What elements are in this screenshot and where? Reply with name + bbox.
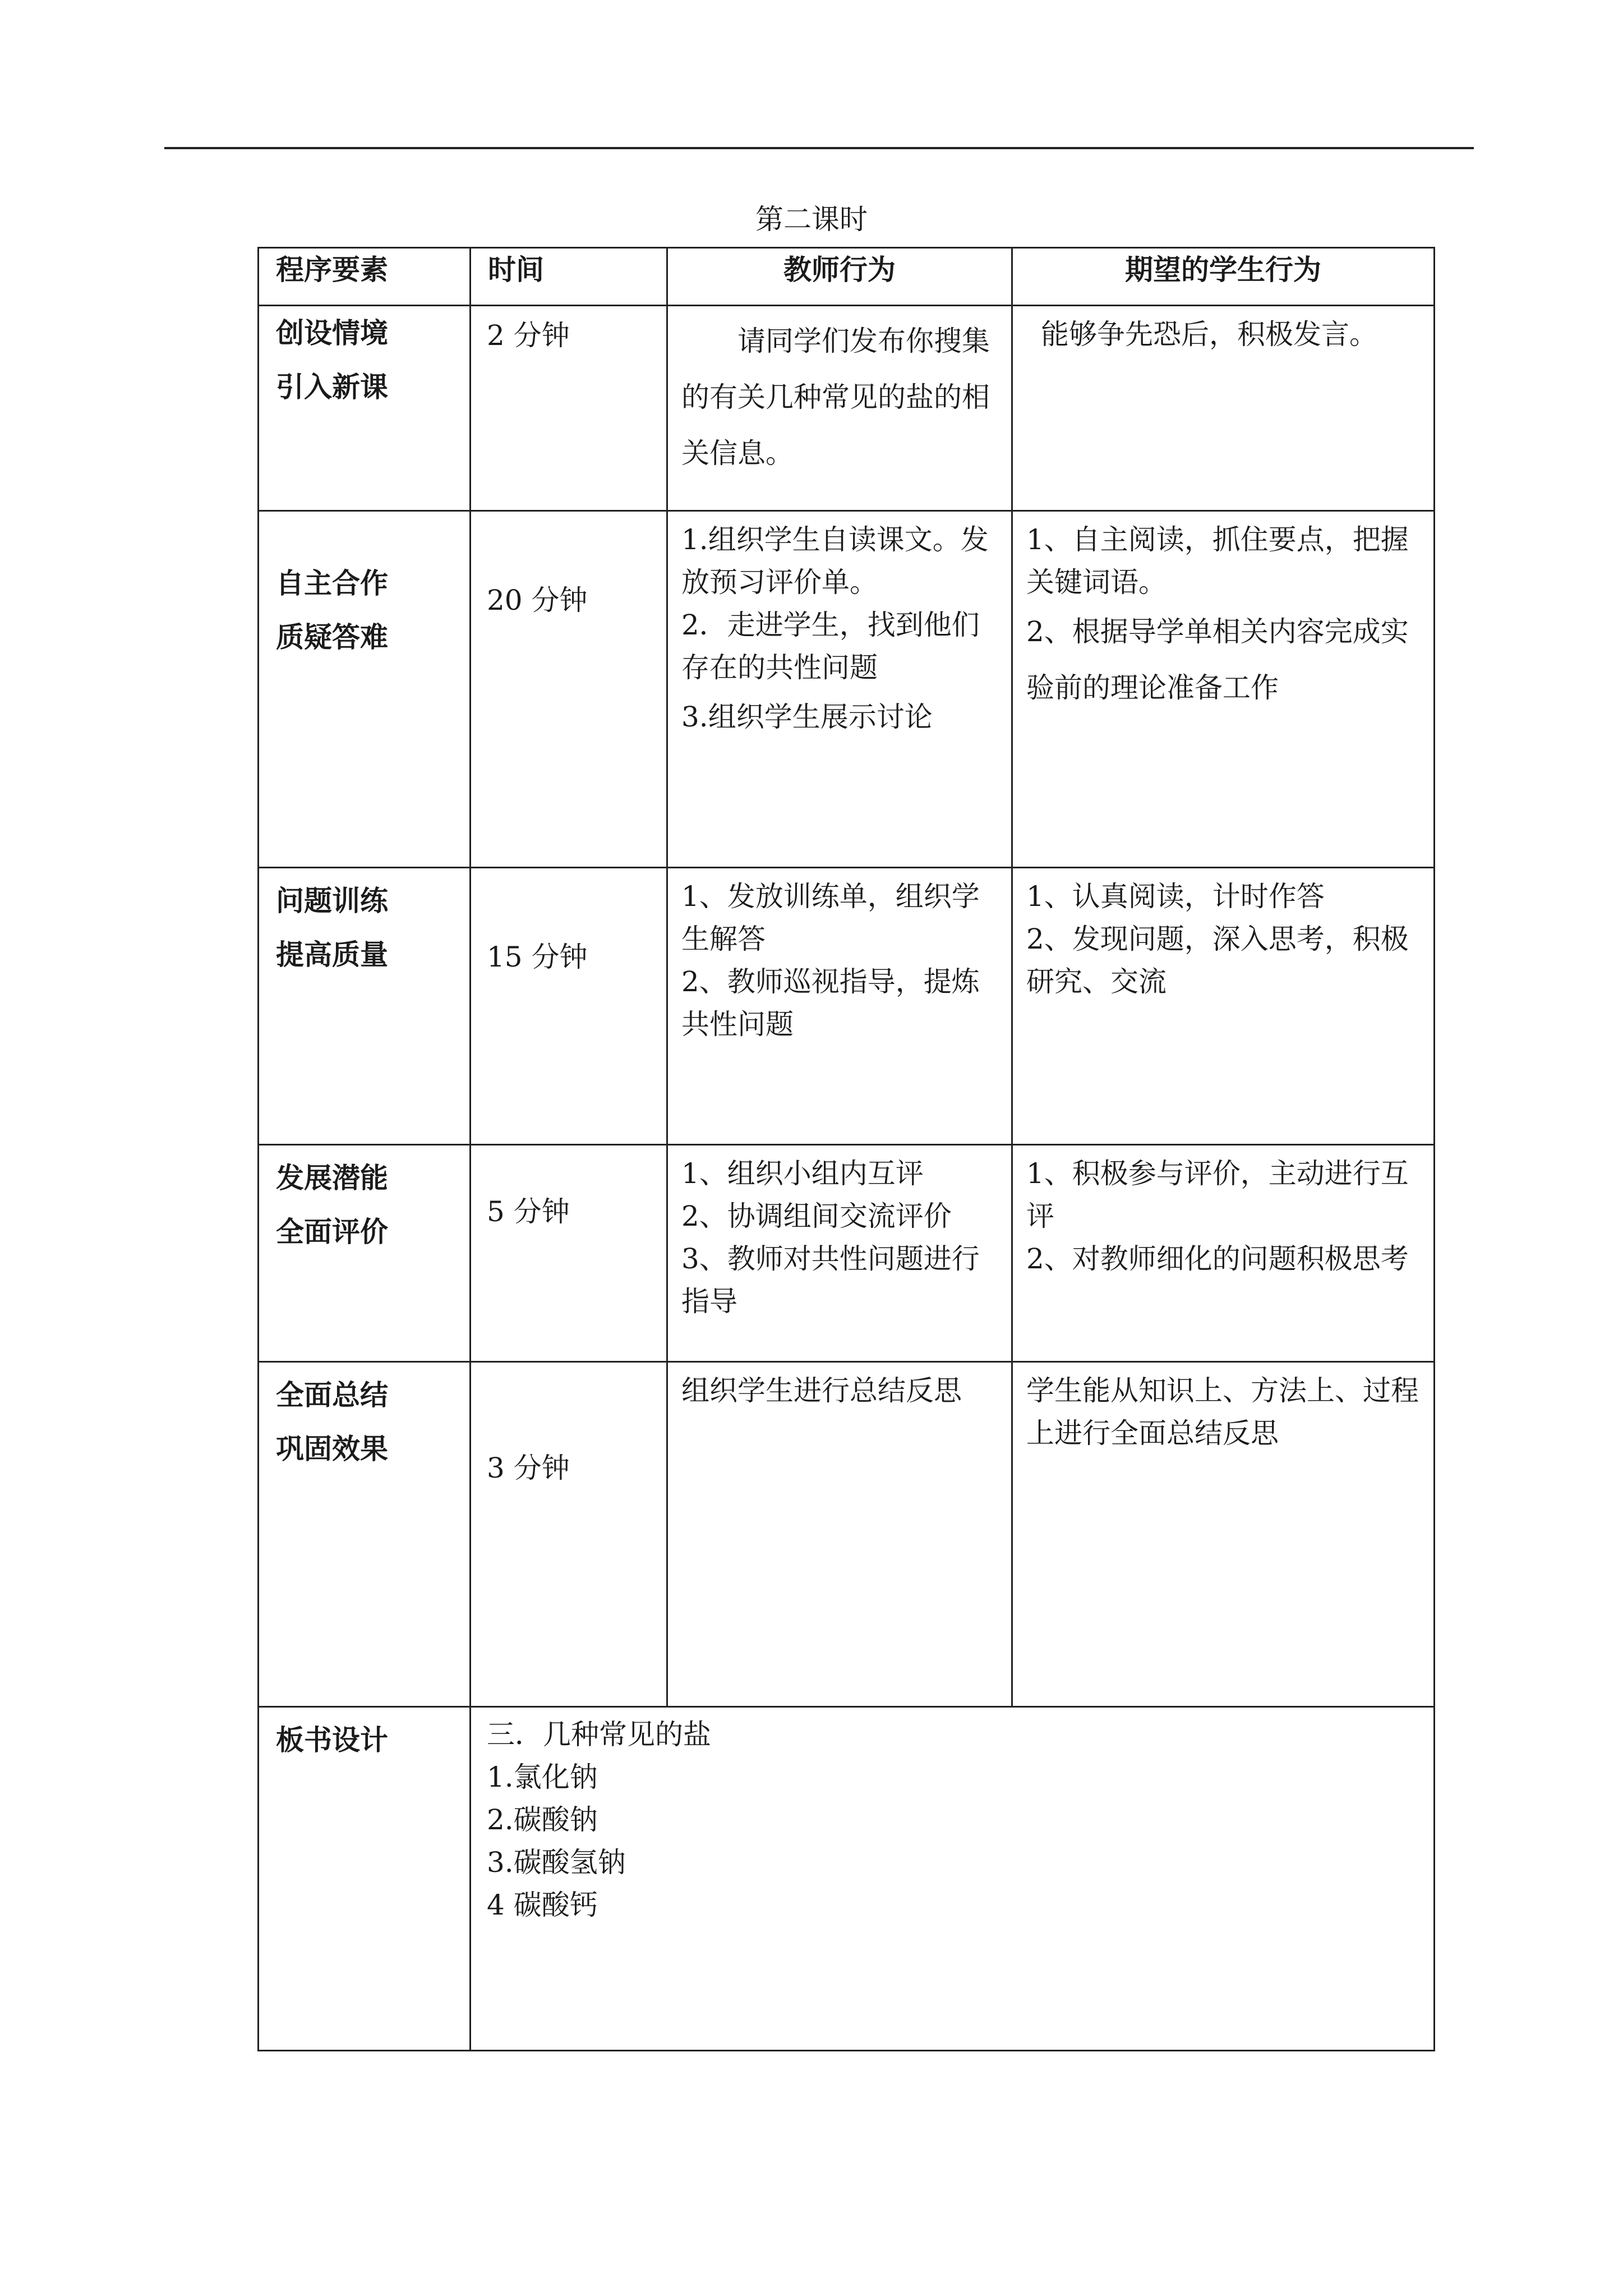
stage-cell bbox=[259, 1362, 471, 1707]
student-item: 2、发现问题，深入思考，积极研究、交流 bbox=[1026, 923, 1409, 998]
stage-cell bbox=[259, 868, 471, 1145]
lesson-plan-table bbox=[257, 247, 1435, 2051]
student-cell bbox=[1012, 306, 1435, 511]
stage-line: 引入新课 bbox=[276, 371, 388, 403]
header-student: 期望的学生行为 bbox=[1012, 248, 1435, 306]
lesson-subtitle: 第二课时 bbox=[755, 203, 868, 236]
board-line: 1.氯化钠 bbox=[487, 1761, 598, 1793]
stage-line: 问题训练 bbox=[276, 885, 388, 917]
teacher-cell bbox=[667, 511, 1012, 868]
stage-line: 发展潜能 bbox=[276, 1162, 388, 1194]
teacher-cell bbox=[667, 306, 1012, 511]
table-header-row bbox=[259, 248, 1435, 306]
student-cell bbox=[1012, 511, 1435, 868]
header-rule bbox=[164, 147, 1474, 149]
teacher-cell bbox=[667, 1145, 1012, 1362]
table-row bbox=[259, 1362, 1435, 1707]
teacher-item: 1、发放训练单，组织学生解答 bbox=[681, 880, 980, 955]
board-design-content bbox=[471, 1707, 1435, 2051]
header-teacher: 教师行为 bbox=[667, 248, 1012, 306]
student-item: 1、认真阅读，计时作答 bbox=[1026, 880, 1325, 913]
student-item: 1、积极参与评价，主动进行互评 bbox=[1026, 1157, 1409, 1232]
teacher-item: 2、教师巡视指导，提炼共性问题 bbox=[681, 965, 980, 1041]
stage-cell bbox=[259, 1145, 471, 1362]
teacher-item: 1、组织小组内互评 bbox=[681, 1157, 924, 1190]
time-cell: 5 分钟 bbox=[471, 1145, 667, 1362]
student-item: 1、自主阅读，抓住要点，把握关键词语。 bbox=[1026, 523, 1409, 599]
stage-cell bbox=[259, 306, 471, 511]
teacher-item: 1.组织学生自读课文。发放预习评价单。 bbox=[681, 523, 989, 599]
stage-line: 自主合作 bbox=[276, 567, 388, 600]
board-line: 4 碳酸钙 bbox=[487, 1889, 598, 1921]
time-cell: 2 分钟 bbox=[471, 306, 667, 511]
stage-cell bbox=[259, 511, 471, 868]
board-line: 3.碳酸氢钠 bbox=[487, 1846, 626, 1879]
table-row bbox=[259, 1145, 1435, 1362]
board-line: 2.碳酸钠 bbox=[487, 1803, 598, 1836]
header-time: 时间 bbox=[471, 248, 667, 306]
board-line: 三．几种常见的盐 bbox=[487, 1718, 711, 1751]
student-item: 能够争先恐后，积极发言。 bbox=[1041, 318, 1377, 351]
time-cell: 20 分钟 bbox=[471, 511, 667, 868]
stage-line: 巩固效果 bbox=[276, 1433, 388, 1465]
board-design-row bbox=[259, 1707, 1435, 2051]
teacher-item: 2．走进学生，找到他们存在的共性问题 bbox=[681, 609, 980, 684]
student-cell bbox=[1012, 1362, 1435, 1707]
header-stage: 程序要素 bbox=[259, 248, 471, 306]
table-row bbox=[259, 511, 1435, 868]
table-row bbox=[259, 868, 1435, 1145]
table-row bbox=[259, 306, 1435, 511]
board-design-label: 板书设计 bbox=[259, 1707, 471, 2051]
student-cell bbox=[1012, 1145, 1435, 1362]
teacher-item: 3.组织学生展示讨论 bbox=[681, 701, 933, 733]
student-cell bbox=[1012, 868, 1435, 1145]
stage-line: 质疑答难 bbox=[276, 621, 388, 654]
teacher-item: 组织学生进行总结反思 bbox=[681, 1374, 962, 1407]
stage-line: 提高质量 bbox=[276, 938, 388, 971]
student-item: 学生能从知识上、方法上、过程上进行全面总结反思 bbox=[1026, 1374, 1419, 1450]
stage-line: 创设情境 bbox=[276, 317, 388, 349]
teacher-cell bbox=[667, 868, 1012, 1145]
student-item: 2、根据导学单相关内容完成实验前的理论准备工作 bbox=[1026, 615, 1409, 704]
stage-line: 全面评价 bbox=[276, 1216, 388, 1248]
teacher-item: 3、教师对共性问题进行指导 bbox=[681, 1243, 980, 1318]
student-item: 2、对教师细化的问题积极思考 bbox=[1026, 1243, 1409, 1275]
teacher-cell bbox=[667, 1362, 1012, 1707]
teacher-item: 请同学们发布你搜集的有关几种常见的盐的相关信息。 bbox=[681, 325, 990, 470]
time-cell: 15 分钟 bbox=[471, 868, 667, 1145]
time-cell: 3 分钟 bbox=[471, 1362, 667, 1707]
teacher-item: 2、协调组间交流评价 bbox=[681, 1200, 952, 1232]
stage-line: 全面总结 bbox=[276, 1379, 388, 1411]
